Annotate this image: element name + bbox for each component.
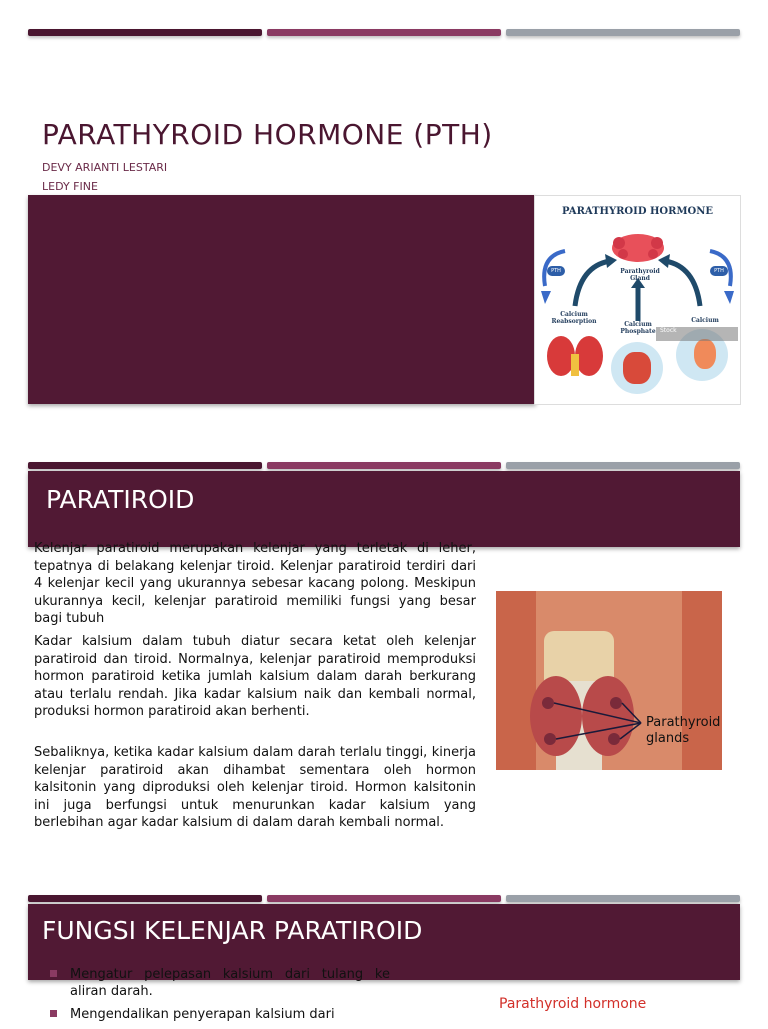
- stock-watermark: Stock: [656, 327, 738, 341]
- list-item: Mengatur pelepasan kalsium dari tulang ke aliran darah.: [50, 966, 390, 1000]
- reabsorption-label: Calcium Reabsorption: [551, 311, 597, 325]
- intestine-circle: [611, 342, 663, 394]
- section-banner: [28, 471, 740, 547]
- list-item: Mengendalikan penyerapan kalsium dari: [50, 1006, 390, 1023]
- title-banner: [28, 195, 536, 404]
- bullet-list: [50, 966, 390, 1029]
- gland-label: Parathyroid Gland: [620, 268, 660, 282]
- accent-strip-dark: [28, 895, 262, 902]
- parathyroid-neck-image: [496, 591, 722, 770]
- author-name: LEDY FINE: [42, 180, 98, 193]
- slide-title: PARATHYROID HORMONE (PTH): [42, 118, 493, 151]
- accent-strip-mid: [267, 29, 501, 36]
- hormone-image-label: Parathyroid hormone: [499, 996, 647, 1012]
- author-name: DEVY ARIANTI LESTARI: [42, 161, 168, 174]
- accent-strip-grey: [506, 462, 740, 469]
- section-heading: PARATIROID: [46, 485, 195, 514]
- phosphate-label: Calcium Phosphate: [620, 321, 656, 335]
- accent-strip-mid: [267, 895, 501, 902]
- body-paragraph: Sebaliknya, ketika kadar kalsium dalam darah terlalu tinggi, kinerja kelenjar paratiroid akan dihambat sementara oleh hormon kalsitonin yang diproduksi oleh kelenjar tiroid. Hormon kalsitonin ini juga berfungsi untuk menurunkan kadar kalsium yang berlebihan agar kadar kalsium di dalam darah kembali normal.: [34, 745, 476, 830]
- accent-strip-dark: [28, 462, 262, 469]
- accent-strip-grey: [506, 29, 740, 36]
- accent-strip-dark: [28, 29, 262, 36]
- pth-pill: PTH: [547, 266, 565, 276]
- calcium-label: Calcium: [691, 317, 719, 324]
- glands-label: Parathyroid glands: [646, 715, 721, 746]
- accent-strip-mid: [267, 462, 501, 469]
- pth-pill: PTH: [710, 266, 728, 276]
- body-paragraph: Kadar kalsium dalam tubuh diatur secara ketat oleh kelenjar paratiroid dan tiroid. Normalnya, kelenjar paratiroid memproduksi hormon paratiroid ketika jumlah kalsium dalam darah berkurang atau terlalu rendah. Jika kadar kalsium naik dan kembali normal, produksi hormon paratiroid akan berhenti.: [34, 634, 476, 719]
- accent-strip-grey: [506, 895, 740, 902]
- pth-diagram-image: [534, 195, 741, 405]
- section-heading: FUNGSI KELENJAR PARATIROID: [42, 916, 423, 945]
- diagram-heading: PARATHYROID HORMONE: [562, 206, 713, 217]
- body-paragraph: Kelenjar paratiroid merupakan kelenjar yang terletak di leher, tepatnya di belakang kelenjar tiroid. Kelenjar paratiroid terdiri dari 4 kelenjar kecil yang ukurannya sebesar kacang polong. Meskipun ukurannya kecil, kelenjar paratiroid memiliki fungsi yang besar bagi tubuh: [34, 541, 476, 626]
